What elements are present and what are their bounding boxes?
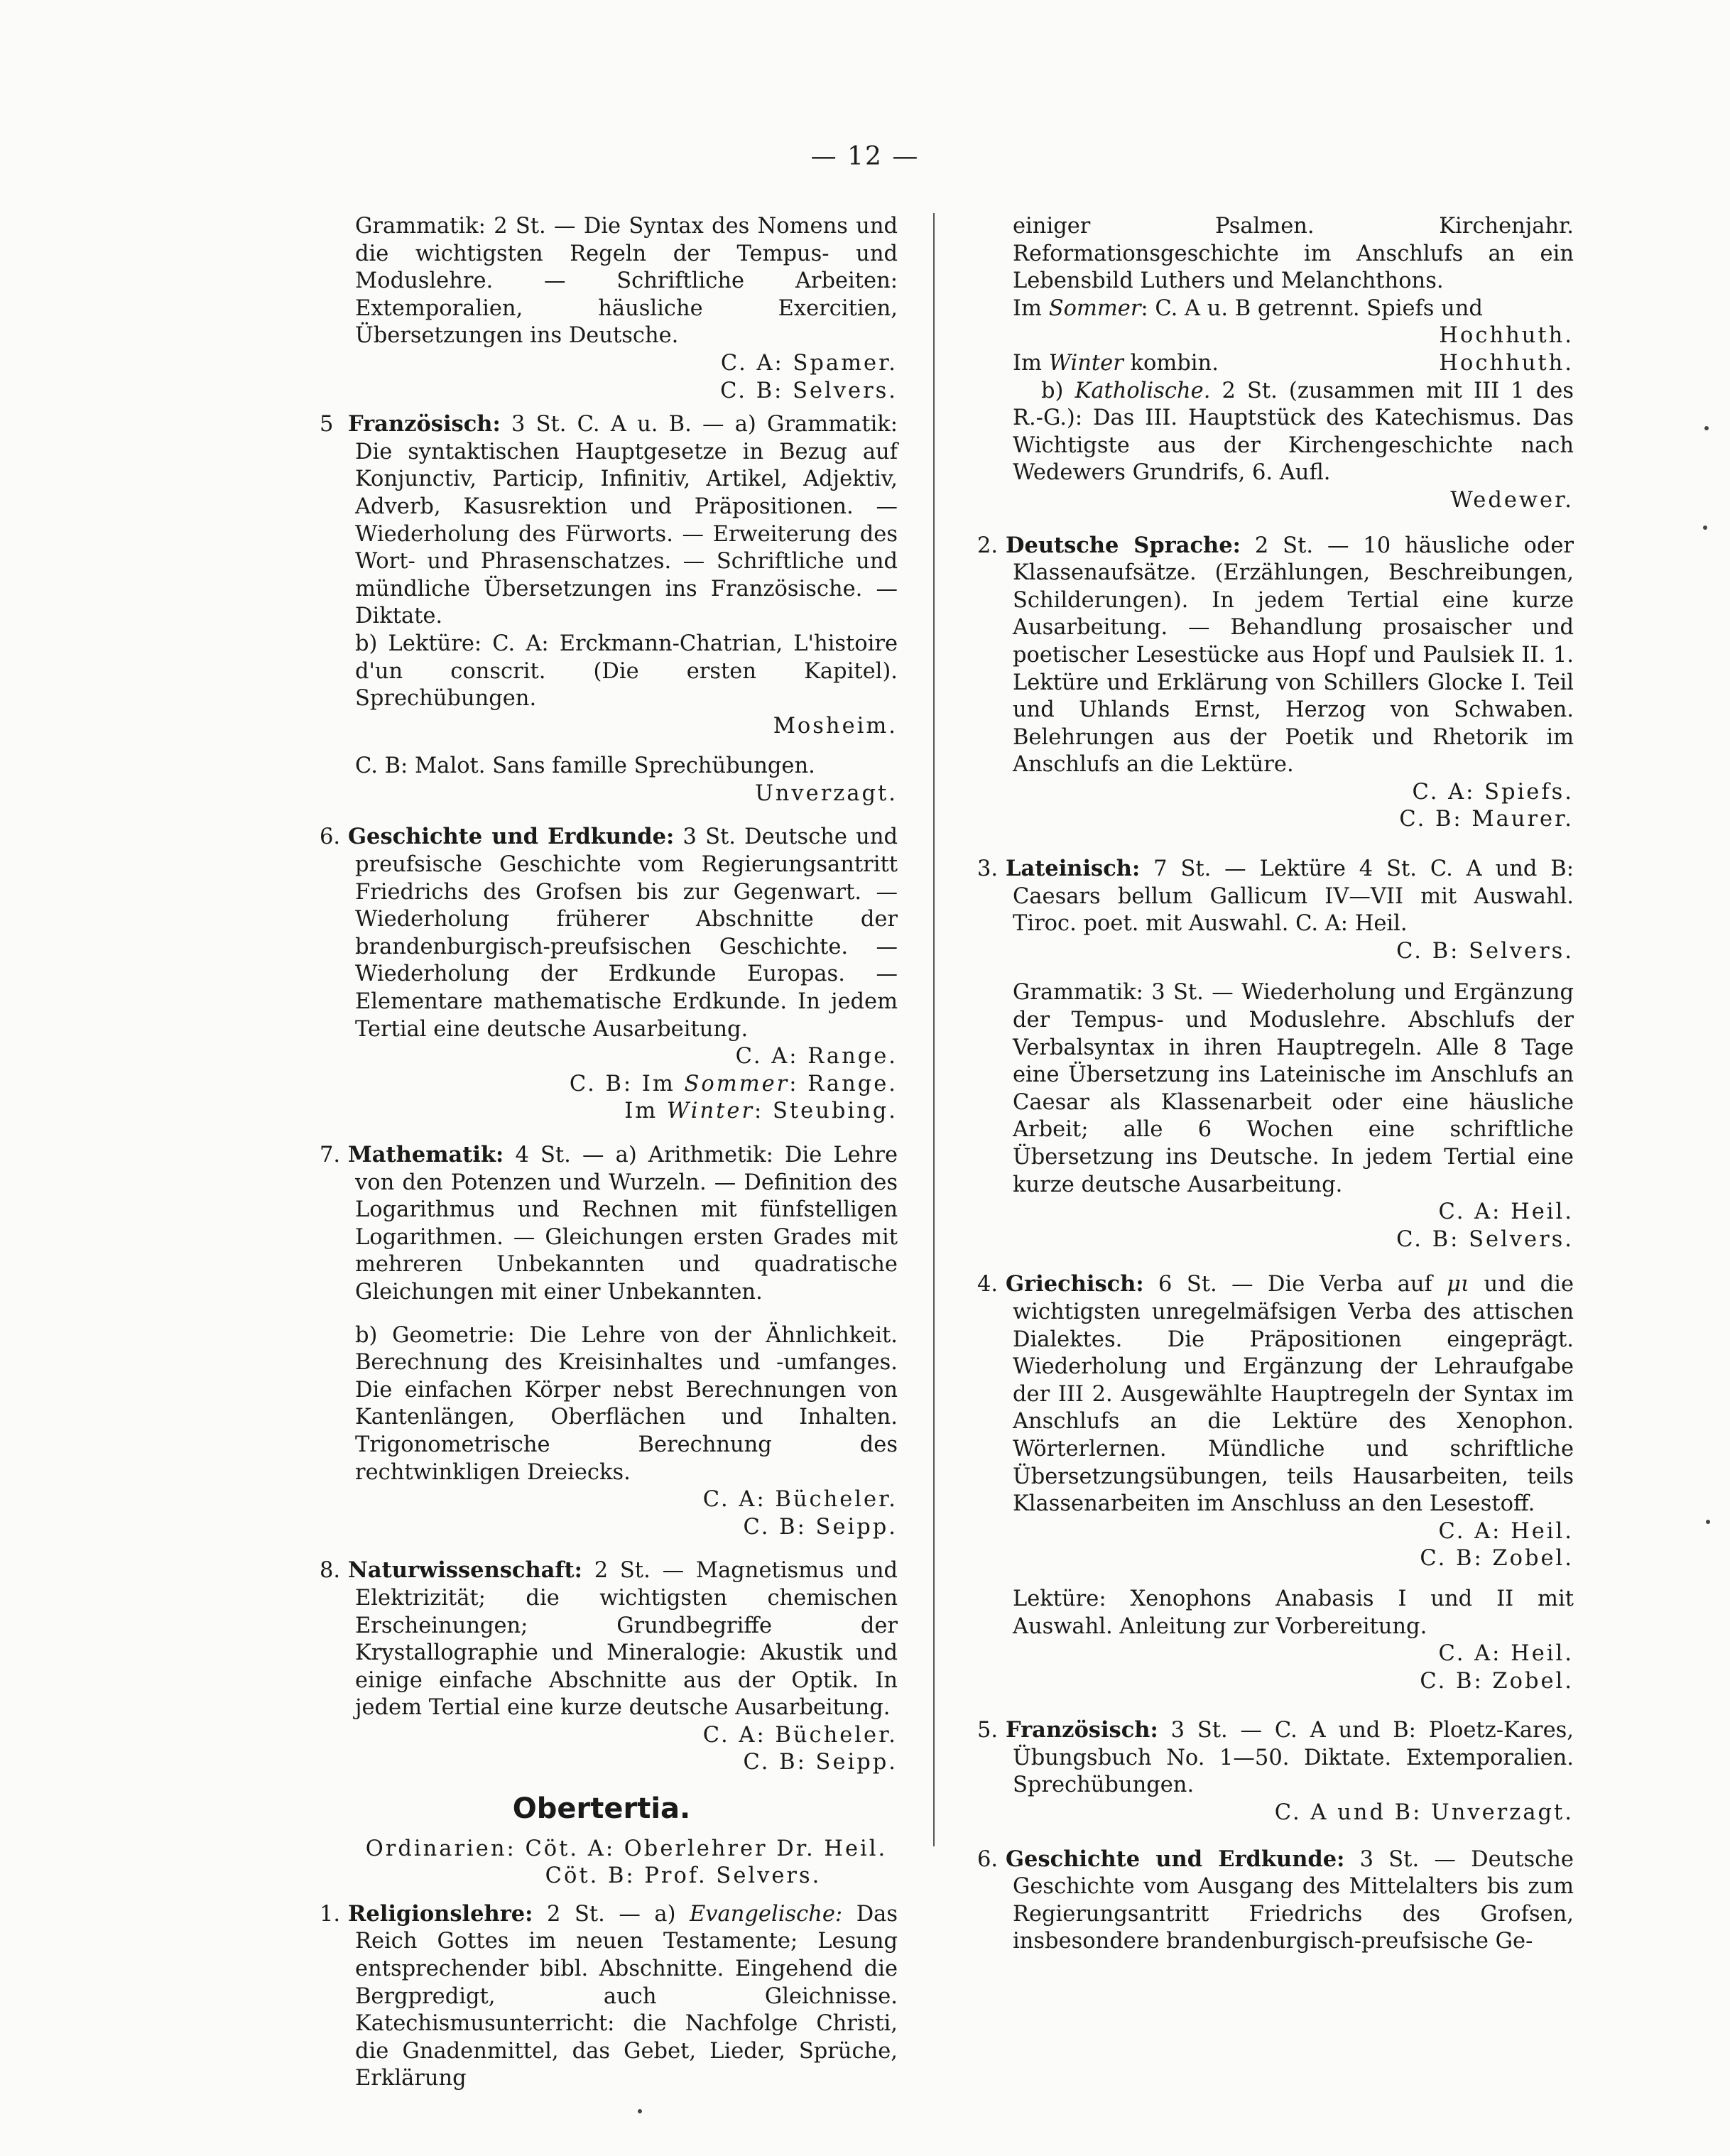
griechisch-teacher-b: C. B: Zobel. (1420, 1546, 1574, 1572)
section-heading: Französisch: (348, 411, 501, 437)
religion-winter-teacher: Hochhuth. (1439, 350, 1574, 376)
latein-teacher-b: C. B: Selvers. (1396, 938, 1574, 964)
section-heading: Religionslehre: (348, 1900, 533, 1927)
religion-continued (1013, 213, 1574, 515)
season: Winter (1048, 350, 1124, 376)
section-number: 4. (977, 1272, 999, 1297)
ordinarien-block (305, 1836, 898, 1890)
page-speck (1703, 526, 1707, 530)
franzoesisch-ob-text (977, 1716, 1574, 1800)
page-number: — 12 — (810, 142, 920, 171)
franzoesisch-ob-section (977, 1716, 1574, 1826)
ordinarien-line-2: Cöt. B: Prof. Selvers. (545, 1863, 822, 1889)
franzoesisch-lektuere: b) Lektüre: C. A: Erckmann-Chatrian, L'histoire d'un conscrit. (Die ersten Kapitel). Sprechübungen. (355, 631, 898, 712)
mathematik-teacher-a: C. A: Bücheler. (702, 1487, 898, 1513)
franzoesisch-section (305, 410, 898, 807)
geschichte-teacher-a: C. A: Range. (735, 1044, 898, 1069)
naturwissenschaft-teacher-b: C. B: Seipp. (743, 1750, 898, 1775)
geschichte-teacher-w (355, 1098, 898, 1126)
grammatik-paragraph (305, 213, 898, 405)
mathematik-teacher-b: C. B: Seipp. (743, 1514, 898, 1540)
religion-kath-teacher: Wedewer. (1450, 487, 1574, 513)
religion-cont-text: einiger Psalmen. Kirchenjahr. Reformationsgeschichte im Anschlufs an ein Lebensbild Luthers und Melanchthons. (1013, 214, 1574, 294)
naturwissenschaft-teacher-a: C. A: Bücheler. (702, 1722, 898, 1748)
religion-section (305, 1900, 898, 2093)
section-number: 1. (320, 1901, 341, 1927)
section-body: 3 St. — C. A und B: Ploetz-Kares, Übungsbuch No. 1—50. Diktate. Extemporalien. Sprechübungen. (1013, 1718, 1574, 1798)
subtitle: Katholische. (1075, 378, 1211, 403)
latein-gram-teacher-a: C. A: Heil. (1438, 1199, 1574, 1225)
label: Im (1013, 350, 1042, 376)
teacher-label: C. B: Im (569, 1071, 675, 1096)
naturwissenschaft-section (305, 1557, 898, 1777)
section-heading: Französisch: (1006, 1717, 1158, 1743)
section-body: 3 St. — Deutsche Geschichte vom Ausgang des Mittelalters bis zum Regierungsantritt Friedrichs des Grofsen, insbesondere brandenburgisch-preufsische Ge- (1013, 1846, 1574, 1954)
griechisch-text (977, 1270, 1574, 1518)
label: Im (1013, 295, 1042, 321)
latein-grammatik: Grammatik: 3 St. — Wiederholung und Ergänzung der Tempus- und Moduslehre. Abschlufs der Verbalsyntax in ihren Hauptregeln. Alle 8 Tage eine Übersetzung ins Lateinische im Anschlufs an Caesar als Klassenarbeit oder eine häusliche Arbeit; alle 6 Wochen eine schriftliche Übersetzung ins Deutsche. In jedem Tertial eine kurze deutsche Ausarbeitung. (1013, 980, 1574, 1197)
section-number: 6. (977, 1846, 999, 1872)
grammatik-text: Grammatik: 2 St. — Die Syntax des Nomens und die wichtigsten Regeln der Tempus- und Moduslehre. — Schriftliche Arbeiten: Extemporalien, häusliche Exercitien, Übersetzungen ins Deutsche. (355, 214, 898, 349)
deutsch-text (977, 532, 1574, 779)
section-number: 8. (320, 1558, 341, 1584)
geschichte-text (320, 823, 898, 1043)
deutsch-teacher-a: C. A: Spiefs. (1412, 779, 1574, 805)
obertertia-heading: Obertertia. (512, 1792, 691, 1826)
teacher-name: : Steubing. (754, 1099, 898, 1124)
section-heading: Naturwissenschaft: (348, 1557, 582, 1584)
geschichte-teacher-b (355, 1071, 898, 1099)
teacher-name: : Range. (789, 1071, 898, 1096)
latein-gram-teacher-b: C. B: Selvers. (1396, 1226, 1574, 1252)
geschichte-ob-text (977, 1846, 1574, 1956)
ordinarien-line-1: Ordinarien: Cöt. A: Oberlehrer Dr. Heil. (365, 1836, 888, 1861)
teacher-season: Sommer (684, 1071, 790, 1096)
section-heading: Deutsche Sprache: (1006, 532, 1241, 558)
page-speck (1706, 1520, 1710, 1524)
section-heading: Mathematik: (348, 1142, 504, 1167)
section-body: 2 St. — 10 häusliche oder Klassenaufsätze. (Erzählungen, Beschreibungen, Schilderungen). In jedem Tertial eine kurze Ausarbeitung. — Behandlung prosaischer und poetischer Lesestücke aus Hopf und Paulsiek II. 1. Lektüre und Erklärung von Schillers Glocke I. Teil und Uhlands Ernst, Herzog von Schwaben. Belehrungen aus der Poetik und Rhetorik im Anschlufs an die Lektüre. (1013, 533, 1574, 778)
franzoesisch-text (320, 410, 898, 631)
page-speck (638, 2109, 642, 2113)
mathematik-text (320, 1141, 898, 1307)
section-number: 3. (977, 856, 999, 882)
religion-text (320, 1900, 898, 2093)
section-number: 5. (977, 1718, 999, 1743)
section-number: 7. (320, 1143, 341, 1167)
griechisch-teacher-a: C. A: Heil. (1438, 1518, 1574, 1544)
griechisch-section (977, 1270, 1574, 1695)
mathematik-geometrie: b) Geometrie: Die Lehre von der Ähnlichkeit. Berechnung des Kreisinhaltes und -umfanges. Die einfachen Körper nebst Berechnungen von Kantenlängen, Oberflächen und Inhalten. Trigonometrische Berechnung des rechtwinkligen Dreiecks. (355, 1322, 898, 1485)
section-body: 2 St. — Magnetismus und Elektrizität; die wichtigsten chemischen Erscheinungen; Grundbegriffe der Krystallographie und Mineralogie: Akustik und einige einfache Abschnitte aus der Optik. In jedem Tertial eine kurze deutsche Ausarbeitung. (355, 1558, 898, 1721)
section-heading: Geschichte und Erdkunde: (348, 824, 675, 850)
deutsch-section (977, 532, 1574, 834)
label: b) (1041, 378, 1064, 403)
right-column (977, 213, 1574, 1971)
page-speck (1704, 426, 1709, 430)
section-body: 7 St. — Lektüre 4 St. C. A und B: Caesars bellum Gallicum IV—VII mit Auswahl. Tiroc. poet. mit Auswahl. C. A: Heil. (1013, 856, 1574, 937)
section-body-pre: 2 St. — a) (547, 1901, 676, 1927)
religion-katholisch (1013, 378, 1574, 487)
geschichte-ob-section (977, 1846, 1574, 1956)
griechisch-lekt-teacher-a: C. A: Heil. (1438, 1641, 1574, 1667)
religion-sommer (1013, 295, 1574, 323)
section-body: 3 St. Deutsche und preufsische Geschichte vom Regierungsantritt Friedrichs des Grofsen bis zur Gegenwart. — Wiederholung früherer Abschnitte der brandenburgisch-preufsischen Geschichte. — Wiederholung der Erdkunde Europas. — Elementare mathematische Erdkunde. In jedem Tertial eine deutsche Ausarbeitung. (355, 824, 898, 1042)
section-number: 2. (977, 533, 999, 558)
franzoesisch-teacher-a: Mosheim. (773, 713, 898, 739)
section-body: Das Reich Gottes im neuen Testamente; Lesung entsprechender bibl. Abschnitte. Eingehend die Bergpredigt, auch Gleichnisse. Katechismusunterricht: die Nachfolge Christi, die Gnadenmittel, das Gebet, Lieder, Sprüche, Erklärung (355, 1901, 898, 2091)
mathematik-section (305, 1141, 898, 1541)
season: Sommer (1048, 295, 1141, 321)
section-heading: Geschichte und Erdkunde: (1006, 1846, 1345, 1872)
section-number: 5 (320, 412, 334, 437)
section-heading: Griechisch: (1006, 1271, 1144, 1297)
deutsch-teacher-b: C. B: Maurer. (1399, 807, 1574, 832)
section-body: 4 St. — a) Arithmetik: Die Lehre von den Potenzen und Wurzeln. — Definition des Logarithmus und Rechnen mit fünfstelligen Logarithmen. — Gleichungen ersten Grades mit mehreren Unbekannten und quadratische Gleichungen mit einer Unbekannten. (355, 1143, 898, 1305)
left-column (305, 213, 898, 2108)
franzoesisch-ob-teacher: C. A und B: Unverzagt. (1274, 1800, 1574, 1826)
grammatik-teacher-a: C. A: Spamer. (720, 350, 898, 376)
geschichte-section (305, 823, 898, 1126)
griechisch-lektuere: Lektüre: Xenophons Anabasis I und II mit Auswahl. Anleitung zur Vorbereitung. (1013, 1586, 1574, 1639)
franzoesisch-cb: C. B: Malot. Sans famille Sprechübungen. (355, 753, 815, 779)
text: kombin. (1130, 350, 1219, 376)
naturwissenschaft-text (320, 1557, 898, 1722)
greek-mu: μι (1447, 1272, 1470, 1297)
section-number: 6. (320, 824, 341, 850)
column-divider (933, 213, 935, 1846)
grammatik-teacher-b: C. B: Selvers. (720, 378, 898, 403)
section-body-pre: 6 St. — Die Verba auf (1158, 1272, 1432, 1297)
griechisch-lekt-teacher-b: C. B: Zobel. (1420, 1668, 1574, 1694)
religion-sommer-teacher: Hochhuth. (1439, 323, 1574, 349)
teacher-label: Im (624, 1099, 658, 1124)
section-heading: Lateinisch: (1006, 856, 1141, 882)
section-body: und die wichtigsten unregelmäfsigen Verba des attischen Dialektes. Die Präpositionen eingeprägt. Wiederholung und Ergänzung der Lehraufgabe der III 2. Ausgewählte Hauptregeln der Syntax im Anschlufs an die Lektüre des Xenophon. Wörterlernen. Mündliche und schriftliche Übersetzungsübungen, teils Hausarbeiten, teils Klassenarbeiten im Anschluss an den Lesestoff. (1013, 1272, 1574, 1517)
franzoesisch-teacher-b: Unverzagt. (755, 780, 898, 806)
latein-text (977, 855, 1574, 938)
section-body-ital: Evangelische: (690, 1901, 843, 1927)
latein-section (977, 855, 1574, 1253)
section-body: 3 St. C. A u. B. — a) Grammatik: Die syntaktischen Hauptgesetze in Bezug auf Konjunctiv, Particip, Infinitiv, Artikel, Adjektiv, Adverb, Kasusrektion und Präpositionen. — Wiederholung des Fürworts. — Erweiterung des Wort- und Phrasenschatzes. — Schriftliche und mündliche Übersetzungen ins Französische. — Diktate. (355, 412, 898, 629)
text: : C. A u. B getrennt. Spiefs und (1141, 295, 1483, 321)
teacher-season: Winter (666, 1099, 755, 1124)
text: 2 St. (zusammen mit III 1 des R.-G.): Das III. Hauptstück des Katechismus. Das Wichtigste aus der Kirchengeschichte nach Wedewers Grundrifs, 6. Aufl. (1013, 378, 1574, 486)
